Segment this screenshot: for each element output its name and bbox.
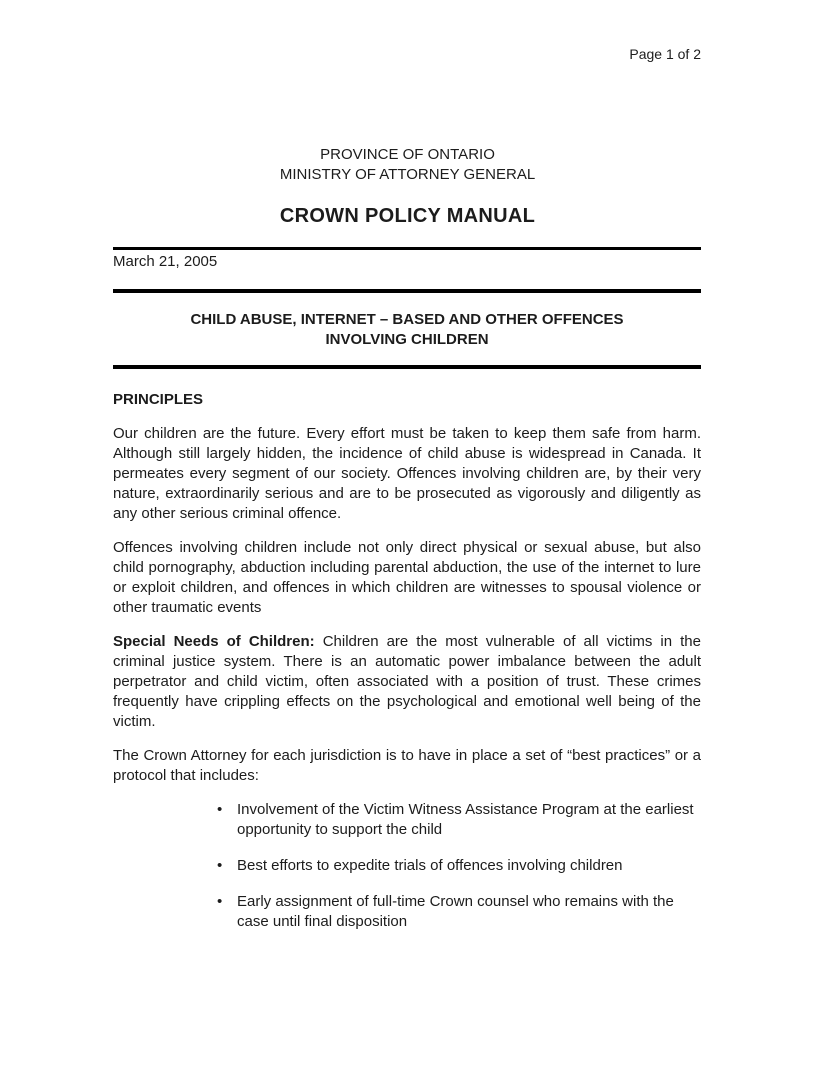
page-indicator: Page 1 of 2	[629, 46, 701, 62]
section-title-line-2: INVOLVING CHILDREN	[325, 331, 489, 348]
org-header	[0, 145, 815, 185]
list-item	[113, 856, 701, 876]
list-item	[113, 800, 701, 840]
principles-heading: PRINCIPLES	[113, 391, 204, 408]
paragraph-special-needs-rest: Children are the most vulnerable of all victims in the criminal justice system. There is an automatic power imbalance between the adult perpetrator and child victim, often associated with a position of trust. These crimes frequently have crippling effects on the psychological and emotional well being of the victim.	[113, 633, 701, 730]
bullet-icon: •	[217, 893, 223, 910]
bullet-icon: •	[217, 857, 223, 874]
section-title-line-1: CHILD ABUSE, INTERNET – BASED AND OTHER OFFENCES	[190, 311, 624, 328]
bullet-text: Best efforts to expedite trials of offences involving children	[237, 857, 623, 874]
divider-heading-top	[113, 289, 701, 293]
bullet-icon: •	[217, 801, 223, 818]
org-line-1: PROVINCE OF ONTARIO	[320, 146, 495, 163]
document-title: CROWN POLICY MANUAL	[279, 205, 536, 227]
org-line-2: MINISTRY OF ATTORNEY GENERAL	[279, 166, 536, 183]
list-item	[113, 892, 701, 932]
date-label: March 21, 2005	[113, 253, 218, 270]
document-content	[0, 247, 815, 932]
section-title	[113, 310, 701, 350]
paragraph-our-children: Our children are the future. Every effort must be taken to keep them safe from harm. Although still largely hidden, the incidence of child abuse is widespread in Canada. It permeates every segment of our society. Offences involving children are, by their very nature, extraordinarily serious and are to be prosecuted as vigorously and diligently as any other serious criminal offence.	[113, 425, 701, 522]
paragraph-crown-attorney: The Crown Attorney for each jurisdiction is to have in place a set of “best practices” or a protocol that includes:	[113, 747, 701, 784]
paragraph-offences-include: Offences involving children include not only direct physical or sexual abuse, but also child pornography, abduction including parental abduction, the use of the internet to lure or exploit children, and offences in which children are witnesses to spousal violence or other traumatic events	[113, 539, 701, 616]
bullet-text: Early assignment of full-time Crown counsel who remains with the case until final disposition	[237, 893, 674, 930]
best-practices-list	[113, 800, 701, 932]
paragraph-special-needs	[113, 632, 701, 732]
divider-heading-bottom	[113, 365, 701, 369]
divider-top	[113, 247, 701, 250]
paragraph-special-needs-lead: Special Needs of Children:	[113, 633, 315, 650]
bullet-text: Involvement of the Victim Witness Assistance Program at the earliest opportunity to support the child	[237, 801, 694, 838]
